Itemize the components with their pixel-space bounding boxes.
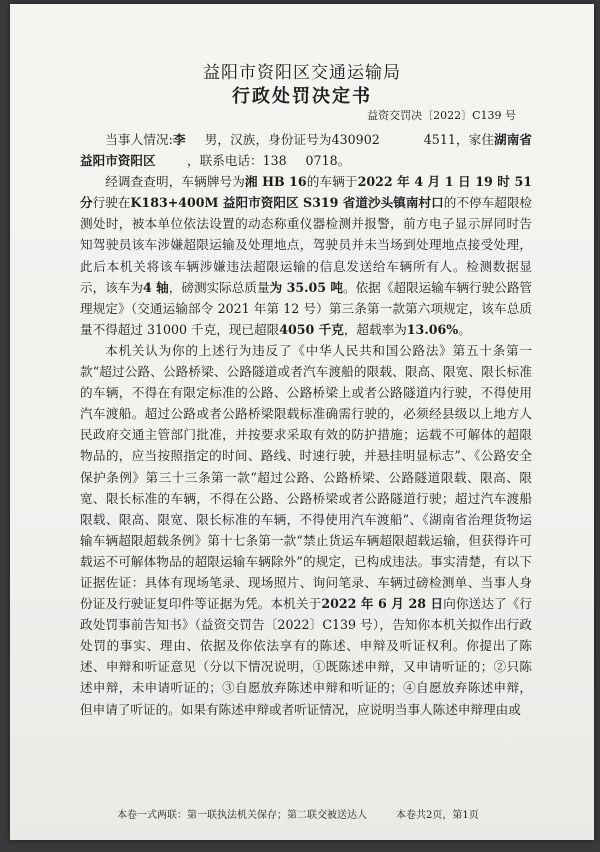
facts-paragraph [80, 171, 532, 340]
residence-intro: ，家住 [455, 132, 495, 147]
facts-text: 。依据《超限运输车辆行驶公路管理规定》（交通运输部令 2021 年第 12 号）第三条第一款第六项规定，该车总质量不得超过 31000 千克，现已超限 [80, 279, 533, 337]
facts-text: 。 [458, 321, 471, 337]
document-page [10, 4, 594, 840]
id-number-suffix: 4511 [423, 132, 456, 147]
overweight-amount: 4050 千克 [279, 321, 344, 337]
agency-title: 益阳市资阳区交通运输局 [203, 63, 401, 83]
overload-rate: 13.06% [406, 321, 459, 337]
facts-text: ，磅测实际总质量 [168, 279, 270, 295]
residence-address: 湖南省益阳市资阳区 [80, 132, 533, 169]
ruling-paragraph [80, 340, 532, 720]
phone-suffix: 0718。 [305, 153, 351, 169]
party-name: 李 [172, 132, 186, 147]
facts-text: 的不停车超限检测处时，被本单位依法设置的动态称重仪器检测并报警，前方电子显示屏同时告知驾驶员该车涉嫌超限运输及处理地点，驾驶员并未当场到处理地点接受处理，此后本机关将该车辆涉嫌违法超限运输的信息发送给车辆所有人。检测数据显示，该车为 [80, 195, 533, 295]
party-info-paragraph [80, 129, 532, 171]
phone-prefix: 138 [262, 153, 287, 169]
ruling-text: 本机关认为你的上述行为违反了《中华人民共和国公路法》第五十条第一款“超过公路、公路桥梁、公路隧道或者汽车渡船的限载、限高、限宽、限长标准的车辆，不得在有限定标准的公路、公路桥梁上或者公路隧道内行驶，不得使用汽车渡船。超过公路或者公路桥梁限载标准确需行驶的，必须经县级以上地方人民政府交通主管部门批准，并按要求采取有效的防护措施；运载不可解体的超限物品的，应当按照指定的时间、路线、时速行驶，并悬挂明显标志”、《公路安全保护条例》第三十三条第一款“超过公路、公路桥梁、公路隧道限载、限高、限宽、限长标准的车辆，不得在公路、公路桥梁或者公路隧道行驶；超过汽车渡船限载、限高、限宽、限长标准的车辆，不得使用汽车渡船”、《湖南省治理货物运输车辆超限超载条例》第十七条第一款“禁止货运车辆超限超载运输，但获得许可载运不可解体物品的超限运输车辆除外”的规定，已构成违法。事实清楚，有以下证据佐证：具体有现场笔录、现场照片、询问笔录、车辆过磅检测单、当事人身份证及行驶证复印件等证据为凭。本机关于 [80, 342, 532, 612]
facts-text: 经调查查明，车辆牌号为 [105, 174, 245, 190]
party-gender-ethnicity: 男，汉族，身份证号为 [204, 132, 332, 147]
ruling-text: 向你送达了《行政处罚事前告知书》（益资交罚告〔2022〕C139 号），告知你本机关拟作出行政处罚的事实、理由、依据及你依法享有的陈述、申辩及听证权利。你提出了陈述、申辩和听证意见（分以下情况说明，①既陈述申辩，又申请听证的；②只陈述申辩，未申请听证的；③自愿放弃陈述申辩和听证的；④自愿放弃陈述申辩，但申请了听证的。如果有陈述申辩或者听证情况，应说明当事人陈述申辩理由或 [80, 596, 533, 717]
document-type-title: 行政处罚决定书 [232, 86, 372, 107]
vehicle-plate: 湘 HB 16 [244, 174, 307, 190]
notice-date: 2022 年 6 月 28 日 [321, 596, 444, 612]
measured-weight: 为 35.05 吨 [269, 279, 344, 295]
facts-text: ，超载率为 [343, 321, 407, 337]
facts-text: 行驶在 [92, 195, 131, 211]
axle-count: 4 轴 [143, 279, 169, 295]
document-number: 益资交罚决〔2022〕C139 号 [367, 109, 516, 122]
violation-datetime: 2022 年 4 月 1 日 19 时 51 分 [80, 174, 532, 211]
footer-copies-note: 本卷一式两联：第一联执法机关保存；第二联交被送达人 [117, 810, 367, 821]
facts-text: 的车辆于 [306, 174, 358, 190]
footer-page-number: 本卷共2页，第1页 [396, 810, 479, 821]
party-label: 当事人情况: [105, 132, 173, 147]
violation-location: K183+400M 益阳市资阳区 S319 省道沙头镇南村口 [130, 195, 444, 211]
id-number-prefix: 430902 [331, 132, 380, 147]
phone-intro: ，联系电话： [187, 153, 263, 169]
document-body [80, 129, 532, 720]
